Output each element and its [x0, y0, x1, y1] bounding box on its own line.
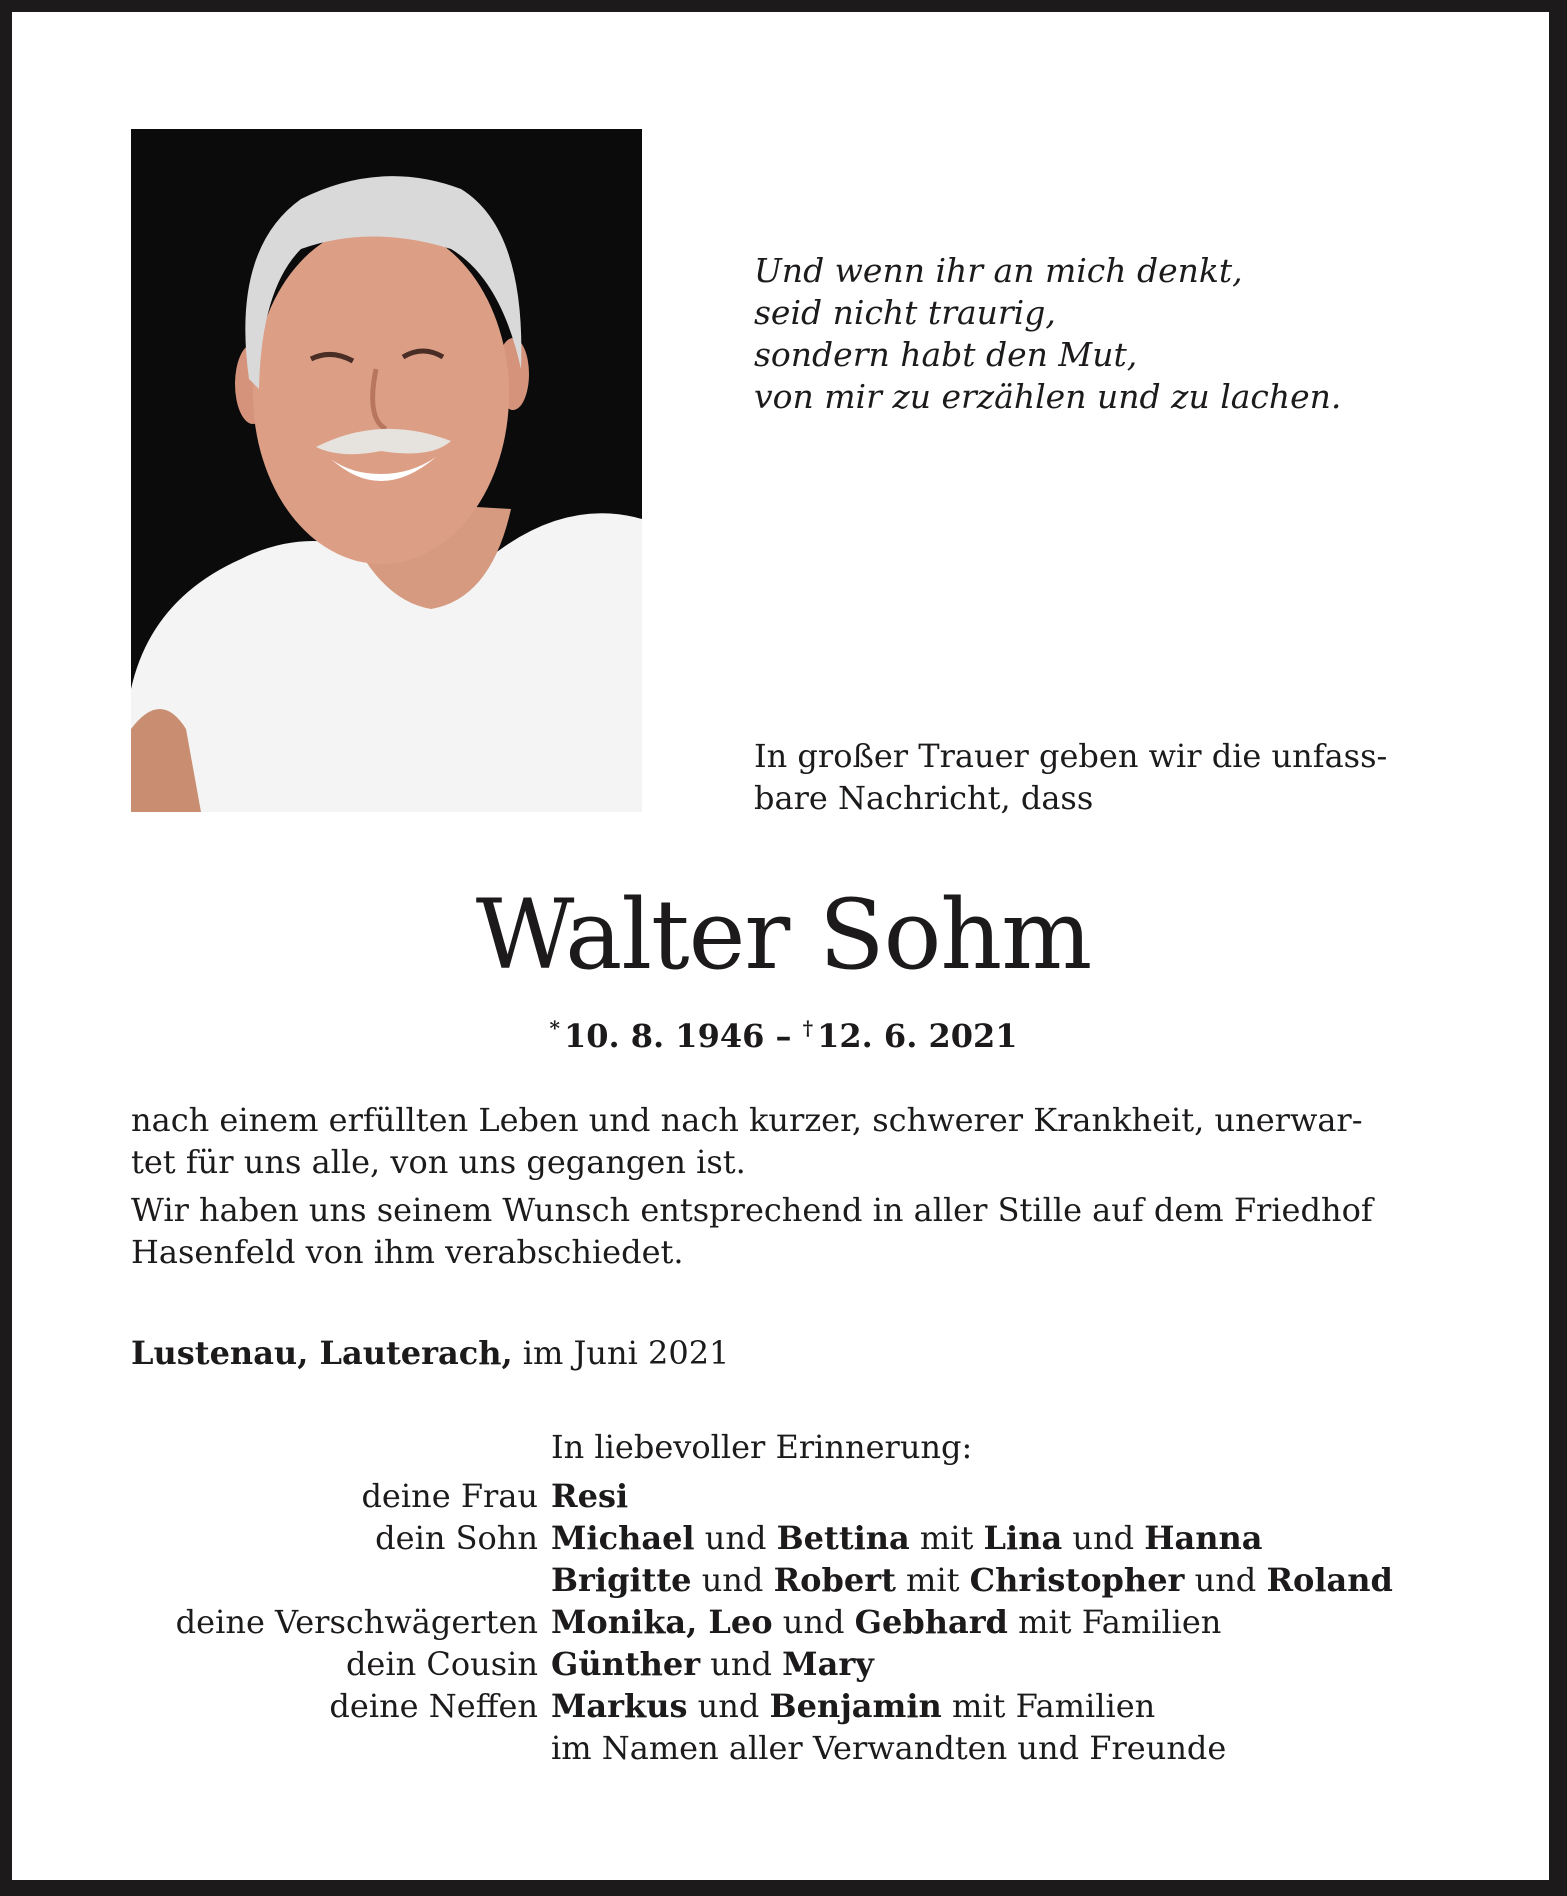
- birth-symbol: *: [549, 1016, 560, 1040]
- paragraph: [131, 1189, 1451, 1273]
- death-symbol: †: [802, 1016, 814, 1040]
- birth-date: 10. 8. 1946: [563, 1017, 765, 1055]
- intro-line: bare Nachricht, dass: [754, 779, 1094, 817]
- relation-label: [100, 1727, 551, 1769]
- member-name: Markus: [551, 1687, 688, 1725]
- connector-text: und: [1062, 1519, 1145, 1557]
- member-names: [551, 1685, 1500, 1727]
- relation-label: deine Frau: [361, 1477, 538, 1515]
- connector-text: und: [691, 1561, 774, 1599]
- relation-label: dein Cousin: [345, 1645, 538, 1683]
- member-names: [551, 1559, 1500, 1601]
- relation-label: deine Verschwägerten: [175, 1603, 538, 1641]
- member-name: Christopher: [969, 1561, 1185, 1599]
- death-date: 12. 6. 2021: [817, 1017, 1018, 1055]
- member-name: Roland: [1266, 1561, 1393, 1599]
- member-name: Gebhard: [854, 1603, 1008, 1641]
- family-list: [100, 1475, 1500, 1769]
- paragraph-line: tet für uns alle, von uns gegangen ist.: [131, 1143, 746, 1181]
- member-name: Hanna: [1144, 1519, 1263, 1557]
- family-row: [100, 1559, 1500, 1601]
- member-names: [551, 1517, 1500, 1559]
- family-row: [100, 1517, 1500, 1559]
- poem-line: von mir zu erzählen und zu lachen.: [754, 377, 1342, 416]
- member-name: Monika, Leo: [551, 1603, 773, 1641]
- member-name: Benjamin: [769, 1687, 942, 1725]
- connector-text: und: [1184, 1561, 1267, 1599]
- connector-text: mit: [895, 1561, 970, 1599]
- member-names: [551, 1727, 1500, 1769]
- member-name: Mary: [782, 1645, 874, 1683]
- member-name: Brigitte: [551, 1561, 692, 1599]
- connector-text: und: [687, 1687, 770, 1725]
- poem: [754, 250, 1341, 418]
- member-names: [551, 1643, 1500, 1685]
- life-dates: [0, 1003, 1567, 1061]
- member-name: Bettina: [776, 1519, 910, 1557]
- announcement-body: [131, 1099, 1451, 1279]
- poem-line: Und wenn ihr an mich denkt,: [754, 251, 1243, 290]
- portrait-illustration: [131, 129, 642, 812]
- connector-text: und: [700, 1645, 783, 1683]
- deceased-name: Walter Sohm: [475, 879, 1092, 991]
- place-names: Lustenau, Lauterach,: [131, 1334, 513, 1372]
- connector-text: und: [694, 1519, 777, 1557]
- relation-label: deine Neffen: [329, 1687, 538, 1725]
- paragraph: [131, 1099, 1451, 1183]
- portrait-photo: [131, 129, 642, 812]
- intro-line: In großer Trauer geben wir die unfass-: [754, 737, 1388, 775]
- paragraph-line: Wir haben uns seinem Wunsch entsprechend in aller Stille auf dem Friedhof: [131, 1191, 1373, 1229]
- intro-text: [754, 735, 1454, 819]
- poem-line: seid nicht traurig,: [754, 293, 1056, 332]
- connector-text: mit: [909, 1519, 984, 1557]
- member-names: [551, 1601, 1500, 1643]
- place-date: [131, 1331, 729, 1375]
- family-row: [100, 1727, 1500, 1769]
- connector-text: mit Familien: [941, 1687, 1156, 1725]
- connector-text: mit Familien: [1007, 1603, 1222, 1641]
- family-row: [100, 1685, 1500, 1727]
- family-row: [100, 1643, 1500, 1685]
- member-name: Lina: [983, 1519, 1063, 1557]
- date-separator: –: [775, 1017, 792, 1055]
- poem-line: sondern habt den Mut,: [754, 335, 1138, 374]
- member-name: Robert: [773, 1561, 896, 1599]
- month-year: im Juni 2021: [522, 1334, 730, 1372]
- connector-text: und: [772, 1603, 855, 1641]
- family-row: [100, 1475, 1500, 1517]
- connector-text: im Namen aller Verwandten und Freunde: [551, 1729, 1227, 1767]
- relation-label: [100, 1559, 551, 1601]
- member-names: [551, 1475, 1500, 1517]
- memory-heading: In liebevoller Erinnerung:: [551, 1428, 973, 1466]
- member-name: Günther: [551, 1645, 701, 1683]
- family-row: [100, 1601, 1500, 1643]
- paragraph-line: nach einem erfüllten Leben und nach kurzer, schwerer Krankheit, unerwar-: [131, 1101, 1363, 1139]
- member-name: Resi: [551, 1477, 629, 1515]
- relation-label: dein Sohn: [375, 1519, 538, 1557]
- paragraph-line: Hasenfeld von ihm verabschiedet.: [131, 1233, 684, 1271]
- member-name: Michael: [551, 1519, 695, 1557]
